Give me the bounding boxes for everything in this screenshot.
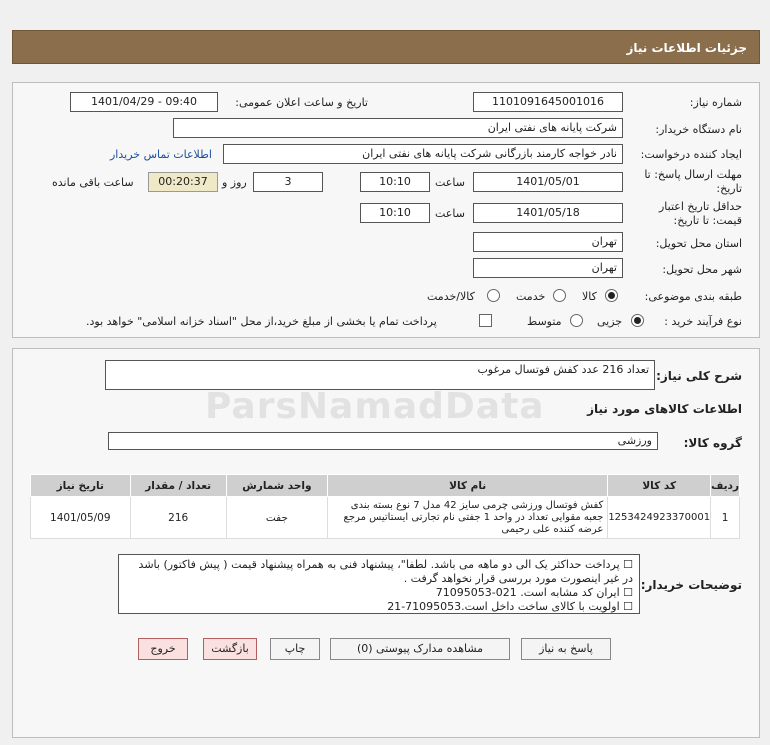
- row-index: 1: [711, 497, 740, 539]
- province-label: استان محل تحویل:: [655, 237, 742, 250]
- treasury-payment-text: پرداخت تمام یا بخشی از مبلغ خرید،از محل "اسناد خزانه اسلامی" خواهد بود.: [86, 315, 437, 328]
- goods-info-heading: اطلاعات کالاهای مورد نیاز: [587, 402, 742, 416]
- buyer-notes-box: [118, 554, 640, 614]
- row-unit: جفت: [226, 497, 327, 539]
- process-option-medium: متوسط: [527, 315, 562, 328]
- announce-label: تاریخ و ساعت اعلان عمومی:: [235, 96, 368, 109]
- province-field: تهران: [473, 232, 623, 252]
- remaining-timer: 00:20:37: [148, 172, 218, 192]
- deadline-date-field: 1401/05/01: [473, 172, 623, 192]
- buyer-label: نام دستگاه خریدار:: [655, 123, 742, 136]
- validity-label-2: قیمت: تا تاریخ:: [673, 214, 742, 227]
- city-field: تهران: [473, 258, 623, 278]
- validity-time-label: ساعت: [435, 207, 465, 220]
- table-row: [31, 497, 740, 539]
- note-line: ☐ پرداخت حداکثر یک الی دو ماهه می باشد. لطفا"، پیشنهاد فنی به همراه پیشنهاد قیمت ( پیش فاکتور) باشد در غیر اینصورت مورد بررسی قرار نخواهد گرفت .: [138, 558, 633, 585]
- row-qty: 216: [130, 497, 226, 539]
- deadline-time-label: ساعت: [435, 176, 465, 189]
- print-button[interactable]: چاپ: [270, 638, 320, 660]
- buyer-field: شرکت پایانه های نفتی ایران: [173, 118, 623, 138]
- note-line: ☐ اولویت با کالای ساخت داخل است.71095053-21: [387, 600, 633, 613]
- treasury-checkbox[interactable]: [479, 314, 492, 327]
- reply-button[interactable]: پاسخ به نیاز: [521, 638, 611, 660]
- buyer-contact-link[interactable]: اطلاعات تماس خریدار: [110, 148, 212, 161]
- process-option-minor: جزیی: [597, 315, 623, 328]
- days-label: روز و: [222, 176, 247, 189]
- city-label: شهر محل تحویل:: [662, 263, 742, 276]
- announce-field: 1401/04/29 - 09:40: [70, 92, 218, 112]
- buyer-notes-label: توضیحات خریدار:: [640, 578, 742, 592]
- category-option-goods: کالا: [582, 290, 597, 303]
- summary-label: شرح کلی نیاز:: [656, 369, 742, 383]
- header-name: نام کالا: [328, 475, 608, 497]
- watermark-logo: ParsNamadData: [205, 386, 545, 427]
- category-option-goods-service: کالا/خدمت: [427, 290, 475, 303]
- category-option-service: خدمت: [516, 290, 546, 303]
- goods-table: [30, 474, 740, 539]
- category-radio-service[interactable]: [553, 289, 566, 302]
- need-number-field: 1101091645001016: [473, 92, 623, 112]
- goods-group-field: ورزشی: [108, 432, 658, 450]
- process-label: نوع فرآیند خرید :: [664, 315, 742, 328]
- header-qty: تعداد / مقدار: [130, 475, 226, 497]
- row-date: 1401/05/09: [31, 497, 131, 539]
- validity-label-1: حداقل تاریخ اعتبار: [658, 200, 742, 213]
- creator-label: ایجاد کننده درخواست:: [640, 148, 742, 161]
- process-radio-medium[interactable]: [570, 314, 583, 327]
- row-code: 1253424923370001: [608, 497, 711, 539]
- process-radio-minor[interactable]: [631, 314, 644, 327]
- validity-time-field: 10:10: [360, 203, 430, 223]
- header-unit: واحد شمارش: [226, 475, 327, 497]
- deadline-time-field: 10:10: [360, 172, 430, 192]
- goods-group-label: گروه کالا:: [683, 436, 742, 450]
- summary-field: تعداد 216 عدد کفش فوتسال مرغوب: [105, 360, 655, 390]
- deadline-label-2: تاریخ:: [716, 182, 742, 195]
- attachments-button[interactable]: مشاهده مدارک پیوستی (0): [330, 638, 510, 660]
- category-radio-goods-service[interactable]: [487, 289, 500, 302]
- exit-button[interactable]: خروج: [138, 638, 188, 660]
- deadline-label-1: مهلت ارسال پاسخ: تا: [644, 168, 742, 181]
- page-title: جزئیات اطلاعات نیاز: [626, 41, 747, 55]
- row-name: کفش فوتسال ورزشی چرمی سایز 42 مدل 7 نوع بسته بندی جعبه مقوایی تعداد در واحد 1 جفتی نام تجارتی ایستاتیس مرجع عرضه کننده علی رحیمی: [328, 497, 608, 539]
- header-index: ردیف: [711, 475, 740, 497]
- validity-date-field: 1401/05/18: [473, 203, 623, 223]
- back-button[interactable]: بازگشت: [203, 638, 257, 660]
- note-line: ☐ ایران کد مشابه است. 021-71095053: [435, 586, 633, 599]
- category-radio-goods[interactable]: [605, 289, 618, 302]
- remaining-label: ساعت باقی مانده: [52, 176, 134, 189]
- creator-field: نادر خواجه کارمند بازرگانی شرکت پایانه های نفتی ایران: [223, 144, 623, 164]
- header-date: تاریخ نیاز: [31, 475, 131, 497]
- page-header: [12, 30, 760, 64]
- header-code: کد کالا: [608, 475, 711, 497]
- goods-table-header: [31, 475, 740, 497]
- need-number-label: شماره نیاز:: [689, 96, 742, 109]
- category-label: طبقه بندی موضوعی:: [644, 290, 742, 303]
- days-field: 3: [253, 172, 323, 192]
